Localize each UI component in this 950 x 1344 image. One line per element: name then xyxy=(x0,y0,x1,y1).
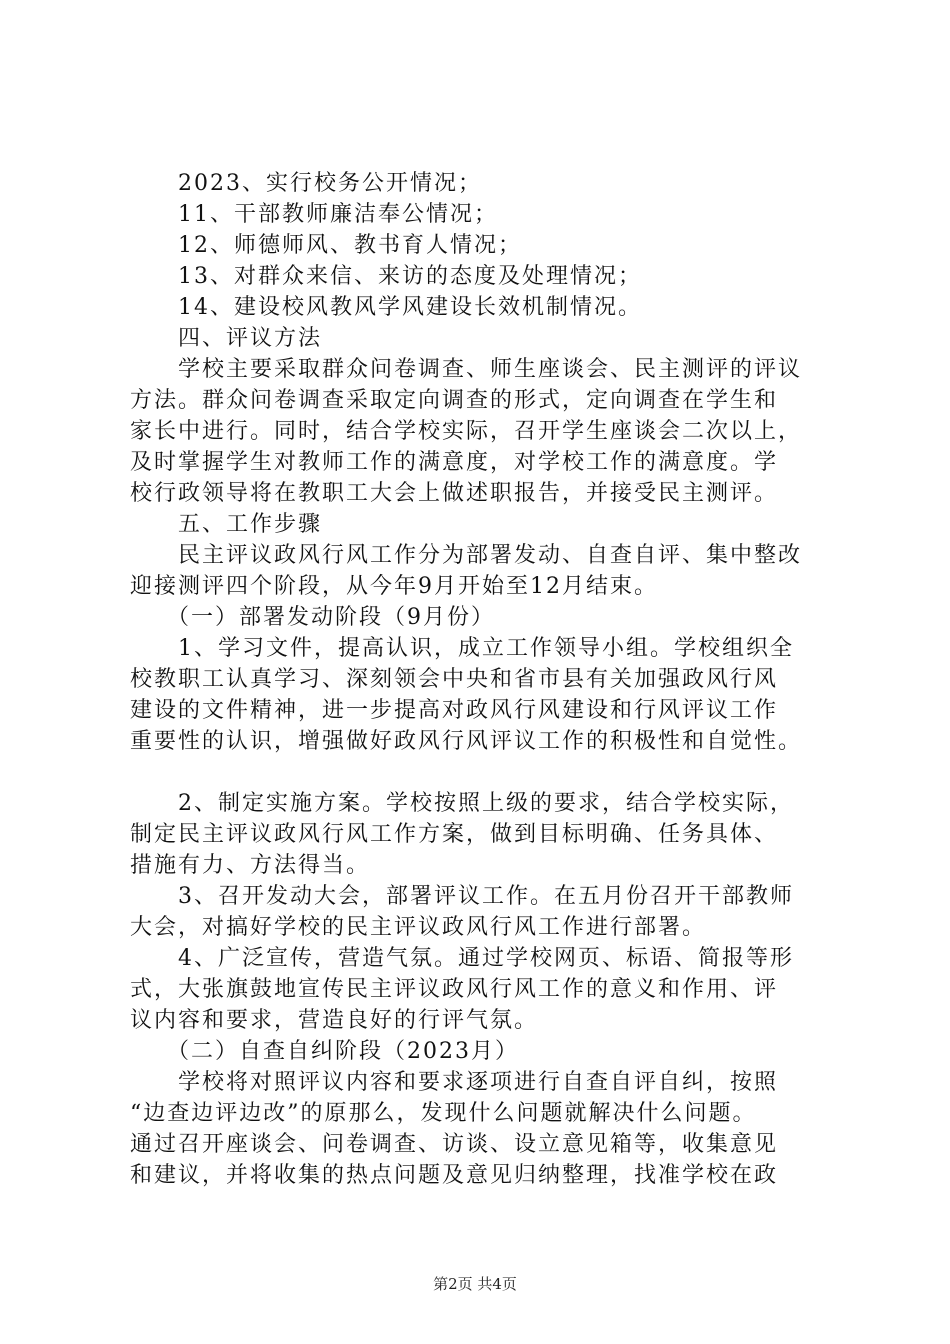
body-line: 1、学习文件，提高认识，成立工作领导小组。学校组织全 xyxy=(130,636,794,661)
blank-line xyxy=(130,757,842,788)
body-line: 3、召开发动大会，部署评议工作。在五月份召开干部教师 xyxy=(130,884,794,909)
body-line: 建设的文件精神，进一步提高对政风行风建设和行风评议工作 xyxy=(130,698,779,723)
body-line: “边查边评边改”的原那么，发现什么问题就解决什么问题。 xyxy=(130,1101,757,1126)
document-body xyxy=(130,168,842,1191)
body-line: 4、广泛宣传，营造气氛。通过学校网页、标语、简报等形 xyxy=(130,946,794,971)
subsection-heading: （一）部署发动阶段（9月份） xyxy=(130,605,495,630)
body-line: 式，大张旗鼓地宣传民主评议政风行风工作的意义和作用、评 xyxy=(130,977,779,1002)
section-heading: 四、评议方法 xyxy=(130,326,323,351)
subsection-heading: （二）自查自纠阶段（2023月） xyxy=(130,1039,519,1064)
body-line: 11、干部教师廉洁奉公情况； xyxy=(130,202,498,227)
body-line: 重要性的认识，增强做好政风行风评议工作的积极性和自觉性。 xyxy=(130,729,803,754)
body-line: 制定民主评议政风行风工作方案，做到目标明确、任务具体、 xyxy=(130,822,779,847)
section-heading: 五、工作步骤 xyxy=(130,512,323,537)
body-line: 民主评议政风行风工作分为部署发动、自查自评、集中整改 xyxy=(130,543,803,568)
page-number-footer: 第2页 共4页 xyxy=(433,1275,517,1293)
body-line: 学校将对照评议内容和要求逐项进行自查自评自纠，按照 xyxy=(130,1070,779,1095)
body-line: 校行政领导将在教职工大会上做述职报告，并接受民主测评。 xyxy=(130,481,779,506)
body-line: 及时掌握学生对教师工作的满意度，对学校工作的满意度。学 xyxy=(130,450,779,475)
body-line: 14、建设校风教风学风建设长效机制情况。 xyxy=(130,295,642,320)
body-line: 方法。群众问卷调查采取定向调查的形式，定向调查在学生和 xyxy=(130,388,779,413)
body-line: 迎接测评四个阶段，从今年9月开始至12月结束。 xyxy=(130,574,658,599)
body-line: 家长中进行。同时，结合学校实际，召开学生座谈会二次以上， xyxy=(130,419,803,444)
body-line: 12、师德师风、教书育人情况； xyxy=(130,233,522,258)
body-line: 和建议，并将收集的热点问题及意见归纳整理，找准学校在政 xyxy=(130,1163,779,1188)
body-line: 13、对群众来信、来访的态度及处理情况； xyxy=(130,264,642,289)
body-line: 通过召开座谈会、问卷调查、访谈、设立意见箱等，收集意见 xyxy=(130,1132,779,1157)
body-line: 2、制定实施方案。学校按照上级的要求，结合学校实际， xyxy=(130,791,794,816)
body-line: 校教职工认真学习、深刻领会中央和省市县有关加强政风行风 xyxy=(130,667,779,692)
body-line: 议内容和要求，营造良好的行评气氛。 xyxy=(130,1008,539,1033)
body-line: 2023、实行校务公开情况； xyxy=(130,171,482,196)
body-line: 学校主要采取群众问卷调查、师生座谈会、民主测评的评议 xyxy=(130,357,803,382)
body-line: 措施有力、方法得当。 xyxy=(130,853,371,878)
body-line: 大会，对搞好学校的民主评议政风行风工作进行部署。 xyxy=(130,915,707,940)
